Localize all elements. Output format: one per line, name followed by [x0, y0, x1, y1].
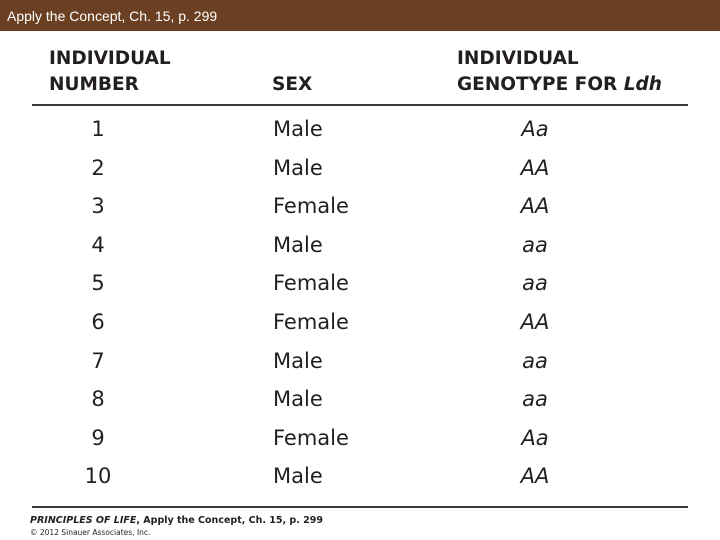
sex-cell: Male: [273, 232, 323, 257]
genotype-cell: AA: [520, 155, 550, 180]
header-genotype-line1: INDIVIDUAL: [457, 48, 579, 69]
header-gene-name: Ldh: [623, 74, 662, 95]
table-row: [0, 226, 720, 265]
table-row: [0, 457, 720, 496]
header-divider: [32, 104, 688, 106]
table-bottom-divider: [32, 506, 688, 508]
header-individual-number: [49, 46, 171, 98]
sex-cell: Female: [273, 309, 349, 334]
individual-number-cell: 7: [91, 348, 105, 373]
table-row: [0, 110, 720, 149]
individual-number-cell: 1: [91, 117, 105, 141]
genotype-cell: Aa: [521, 425, 549, 450]
table-row: [0, 264, 720, 303]
table-row: [0, 380, 720, 419]
sex-cell: Female: [273, 425, 349, 450]
sex-cell: Female: [273, 194, 349, 219]
footer-copyright: © 2012 Sinauer Associates, Inc.: [30, 528, 151, 537]
table-row: [0, 342, 720, 381]
individual-number-cell: 6: [91, 309, 105, 334]
footer-source-text: , Apply the Concept, Ch. 15, p. 299: [136, 515, 323, 526]
genotype-cell: AA: [520, 309, 550, 334]
header-number-line1: INDIVIDUAL: [49, 48, 171, 69]
header-genotype-line2: [457, 72, 662, 98]
table-row: [0, 149, 720, 188]
table-row: [0, 187, 720, 226]
genotype-cell: aa: [522, 271, 548, 296]
individual-number-cell: 4: [91, 232, 105, 257]
individual-number-cell: 9: [91, 425, 105, 450]
genotype-cell: aa: [522, 348, 548, 373]
header-sex: SEX: [272, 74, 313, 95]
genotype-cell: aa: [522, 387, 548, 412]
genotype-cell: Aa: [521, 117, 549, 141]
sex-cell: Male: [273, 117, 323, 141]
sex-cell: Male: [273, 464, 323, 489]
individual-number-cell: 10: [84, 464, 112, 489]
individual-number-cell: 8: [91, 387, 105, 412]
sex-cell: Female: [273, 271, 349, 296]
genotype-cell: AA: [520, 194, 550, 219]
footer-book-title: PRINCIPLES OF LIFE: [30, 515, 137, 526]
table-row: [0, 419, 720, 458]
header-genotype: [457, 46, 662, 98]
individual-number-cell: 5: [91, 271, 105, 296]
table-row: [0, 303, 720, 342]
genotype-cell: aa: [522, 232, 548, 257]
header-number-line2: NUMBER: [49, 74, 139, 95]
table-body: [0, 110, 720, 496]
genotype-cell: AA: [520, 464, 550, 489]
sex-cell: Male: [273, 348, 323, 373]
footer-source: [30, 515, 323, 526]
individual-number-cell: 3: [91, 194, 105, 219]
sex-cell: Male: [273, 387, 323, 412]
title-bar: [0, 0, 720, 31]
sex-cell: Male: [273, 155, 323, 180]
slide-title: Apply the Concept, Ch. 15, p. 299: [7, 8, 218, 24]
header-genotype-prefix: GENOTYPE FOR: [457, 74, 624, 95]
individual-number-cell: 2: [91, 155, 105, 180]
